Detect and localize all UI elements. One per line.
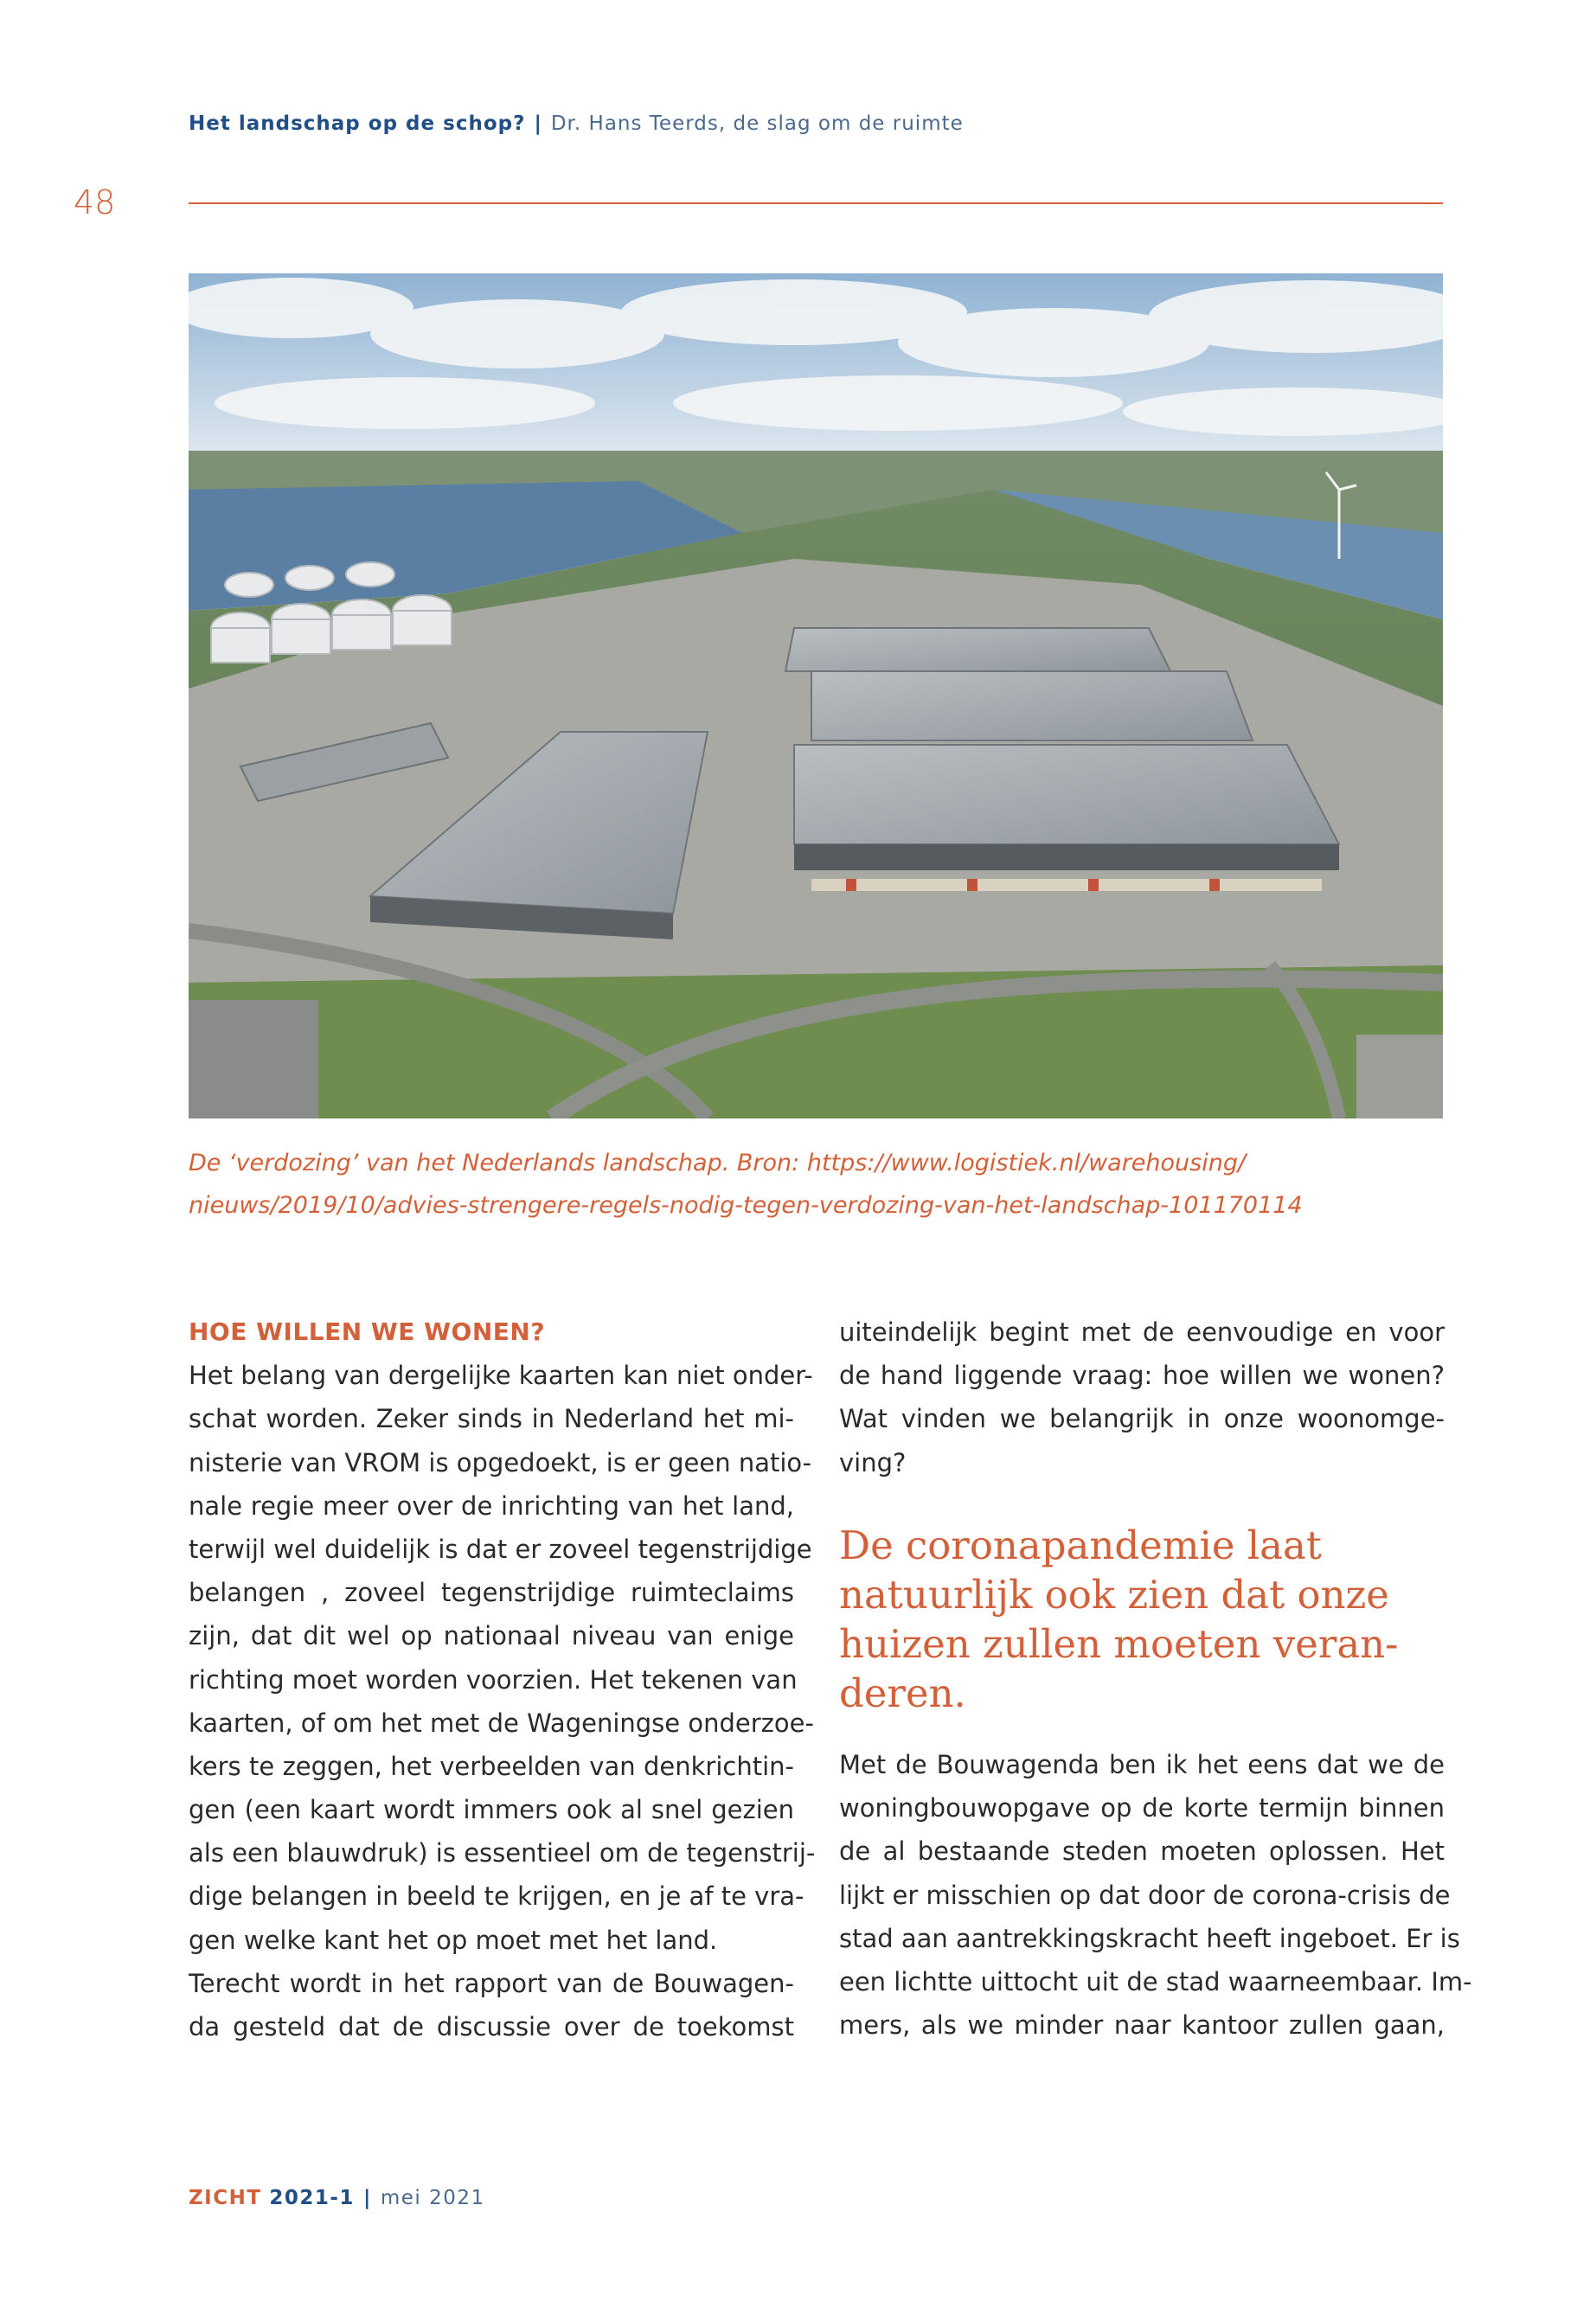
pull-quote-line: huizen zullen moeten veran- bbox=[839, 1621, 1399, 1667]
footer-date: mei 2021 bbox=[380, 2187, 485, 2209]
body-line: stad aan aantrekkingskracht heeft ingeboet. Er is bbox=[839, 1923, 1460, 1953]
header-title: Het landschap op de schop? bbox=[189, 112, 526, 135]
photo-caption bbox=[189, 1142, 1452, 1227]
body-line: richting moet worden voorzien. Het tekenen van bbox=[189, 1664, 798, 1695]
footer-separator: | bbox=[362, 2187, 372, 2209]
caption-line: De ‘verdozing’ van het Nederlands landschap. Bron: https://www.logistiek.nl/warehousing/ bbox=[189, 1150, 1247, 1176]
body-line: uiteindelijk begint met de eenvoudige en voor bbox=[839, 1317, 1445, 1347]
body-line: nisterie van VROM is opgedoekt, is er geen natio- bbox=[189, 1447, 812, 1477]
header-separator: | bbox=[534, 112, 542, 135]
footer-brand: ZICHT bbox=[189, 2187, 262, 2209]
body-line: belangen , zoveel tegenstrijdige ruimteclaims bbox=[189, 1578, 794, 1608]
body-line: da gesteld dat de discussie over de toekomst bbox=[189, 2012, 794, 2041]
page-footer bbox=[189, 2187, 485, 2209]
body-line: lijkt er misschien op dat door de corona-crisis de bbox=[839, 1880, 1451, 1910]
body-line: gen (een kaart wordt immers ook al snel gezien bbox=[189, 1795, 794, 1825]
body-line: Het belang van dergelijke kaarten kan niet onder- bbox=[189, 1361, 813, 1391]
body-line: de hand liggende vraag: hoe willen we wonen? bbox=[839, 1361, 1445, 1391]
body-line: kers te zeggen, het verbeelden van denkrichtin- bbox=[189, 1751, 794, 1781]
body-line: schat worden. Zeker sinds in Nederland het mi- bbox=[189, 1404, 794, 1434]
right-column-top bbox=[839, 1311, 1445, 1484]
pull-quote-line: De coronapandemie laat bbox=[839, 1522, 1322, 1568]
body-line: kaarten, of om het met de Wageningse onderzoe- bbox=[189, 1708, 814, 1738]
body-line: Terecht wordt in het rapport van de Bouwagen- bbox=[189, 1968, 794, 1998]
aerial-photo bbox=[189, 273, 1443, 1118]
pull-quote bbox=[839, 1521, 1445, 1718]
body-line: als een blauwdruk) is essentieel om de tegenstrij- bbox=[189, 1838, 816, 1868]
body-line: dige belangen in beeld te krijgen, en je af te vra- bbox=[189, 1881, 804, 1912]
page-number: 48 bbox=[74, 183, 116, 221]
left-column bbox=[189, 1311, 816, 2048]
body-line: een lichtte uittocht uit de stad waarneembaar. Im- bbox=[839, 1966, 1472, 1997]
body-line: Met de Bouwagenda ben ik het eens dat we de bbox=[839, 1750, 1445, 1779]
body-line: Wat vinden we belangrijk in onze woonomge- bbox=[839, 1404, 1445, 1434]
body-line: ving? bbox=[839, 1447, 907, 1477]
body-line: nale regie meer over de inrichting van het land, bbox=[189, 1490, 794, 1521]
body-line: terwijl wel duidelijk is dat er zoveel tegenstrijdige bbox=[189, 1534, 812, 1564]
section-heading: HOE WILLEN WE WONEN? bbox=[189, 1317, 546, 1346]
body-line: woningbouwopgave op de korte termijn binnen bbox=[839, 1793, 1445, 1823]
body-line: mers, als we minder naar kantoor zullen gaan, bbox=[839, 2010, 1445, 2041]
caption-line: nieuws/2019/10/advies-strengere-regels-nodig-tegen-verdozing-van-het-landschap-101170114 bbox=[189, 1192, 1303, 1219]
right-column-bottom bbox=[839, 1743, 1472, 2047]
aerial-industrial-photo-icon bbox=[189, 273, 1443, 1118]
footer-issue: 2021-1 bbox=[269, 2187, 355, 2209]
header-rule bbox=[189, 202, 1443, 204]
body-line: gen welke kant het op moet met het land. bbox=[189, 1925, 718, 1955]
pull-quote-line: deren. bbox=[839, 1670, 966, 1716]
running-header bbox=[189, 112, 964, 135]
header-subtitle: Dr. Hans Teerds, de slag om de ruimte bbox=[550, 112, 964, 135]
body-line: zijn, dat dit wel op nationaal niveau van enige bbox=[189, 1621, 794, 1651]
pull-quote-line: natuurlijk ook zien dat onze bbox=[839, 1572, 1389, 1618]
body-line: de al bestaande steden moeten oplossen. Het bbox=[839, 1836, 1445, 1867]
